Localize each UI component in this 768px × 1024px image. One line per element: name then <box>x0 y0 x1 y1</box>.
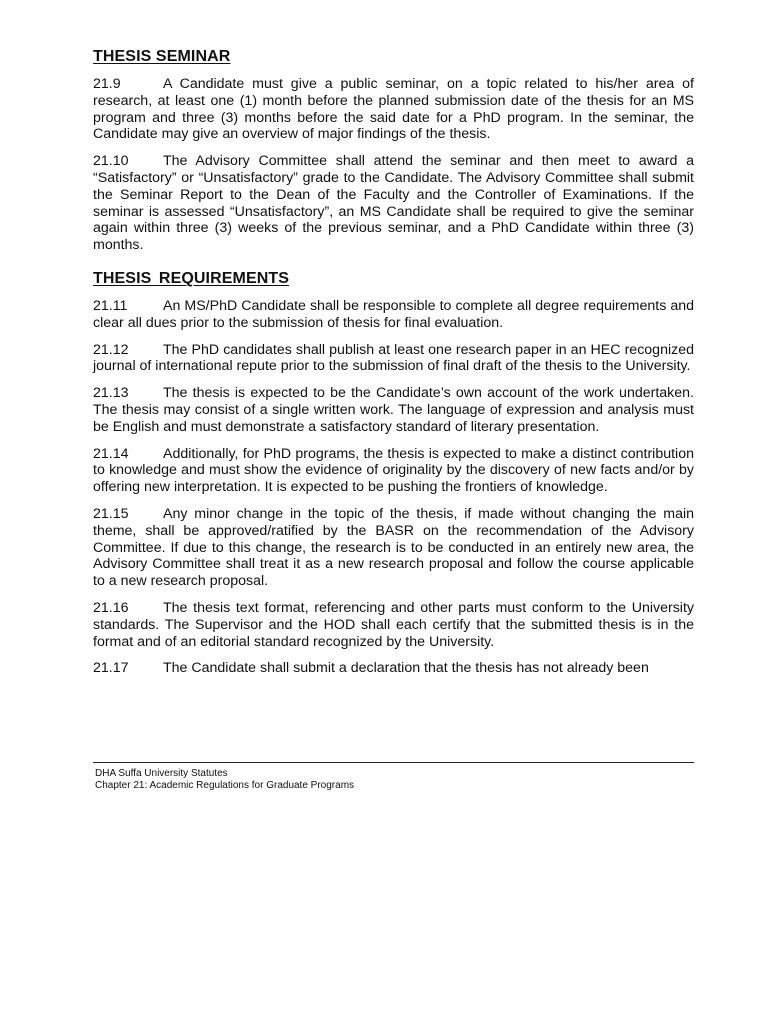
section-heading-thesis-seminar: THESIS SEMINAR <box>93 48 231 65</box>
paragraph-text: A Candidate must give a public seminar, on a topic related to his/her area of research, at least one (1) month before the planned submission date of the thesis for an MS program and three (3) months before the said date for a PhD program. In the seminar, the Candidate may give an overview of major findings of the thesis. <box>93 76 694 143</box>
paragraph-number: 21.10 <box>93 153 129 170</box>
paragraph-21-9 <box>93 76 694 143</box>
section-heading-thesis-requirements: THESIS REQUIREMENTS <box>93 269 290 287</box>
paragraph-number: 21.11 <box>93 297 128 314</box>
paragraph-text: The Candidate shall submit a declaration that the thesis has not already been <box>163 660 649 677</box>
paragraph-text: The PhD candidates shall publish at least one research paper in an HEC recognized journal of international repute prior to the submission of final draft of the thesis to the University. <box>93 341 694 375</box>
footer-divider <box>93 762 694 763</box>
paragraph-21-15 <box>93 506 694 590</box>
paragraph-text: The Advisory Committee shall attend the seminar and then meet to award a “Satisfactory” or “Unsatisfactory” grade to the Candidate. The Advisory Committee shall submit the Seminar Report to the Dean of the Faculty and the Controller of Examinations. If the seminar is assessed “Unsatisfactory”, an MS Candidate shall be required to give the seminar again within three (3) weeks of the previous seminar, and a PhD Candidate within three (3) months. <box>93 153 694 254</box>
page-footer <box>95 768 354 792</box>
paragraph-number: 21.14 <box>93 445 129 462</box>
paragraph-number: 21.12 <box>93 341 129 358</box>
document-page <box>93 48 694 687</box>
paragraph-text: Additionally, for PhD programs, the thesis is expected to make a distinct contribution to knowledge and must show the evidence of originality by the discovery of new facts and/or by offering new interpretation. It is expected to be pushing the frontiers of knowledge. <box>93 445 694 496</box>
paragraph-21-11 <box>93 298 694 332</box>
paragraph-21-12 <box>93 342 694 376</box>
paragraph-number: 21.16 <box>93 599 129 616</box>
paragraph-number: 21.13 <box>93 385 129 402</box>
paragraph-number: 21.15 <box>93 505 129 522</box>
paragraph-text: The thesis is expected to be the Candidate’s own account of the work undertaken. The thesis may consist of a single written work. The language of expression and analysis must be English and must demonstrate a satisfactory standard of literary presentation. <box>93 385 694 435</box>
footer-statutes-title: DHA Suffa University Statutes <box>95 768 228 779</box>
paragraph-21-13 <box>93 385 694 435</box>
paragraph-21-16 <box>93 600 694 650</box>
paragraph-number: 21.17 <box>93 660 129 677</box>
paragraph-text: The thesis text format, referencing and other parts must conform to the University standards. The Supervisor and the HOD shall each certify that the submitted thesis is in the format and of an editorial standard recognized by the University. <box>93 599 694 650</box>
paragraph-21-14 <box>93 446 694 496</box>
paragraph-text: Any minor change in the topic of the thesis, if made without changing the main theme, shall be approved/ratified by the BASR on the recommendation of the Advisory Committee. If due to this change, the research is to be conducted in an entirely new area, the Advisory Committee shall treat it as a new research proposal and follow the course applicable to a new research proposal. <box>93 505 694 590</box>
paragraph-text: An MS/PhD Candidate shall be responsible to complete all degree requirements and clear all dues prior to the submission of thesis for final evaluation. <box>93 297 694 331</box>
paragraph-number: 21.9 <box>93 76 121 92</box>
paragraph-21-17 <box>93 660 694 677</box>
footer-chapter-title: Chapter 21: Academic Regulations for Graduate Programs <box>95 780 355 791</box>
paragraph-21-10 <box>93 153 694 254</box>
